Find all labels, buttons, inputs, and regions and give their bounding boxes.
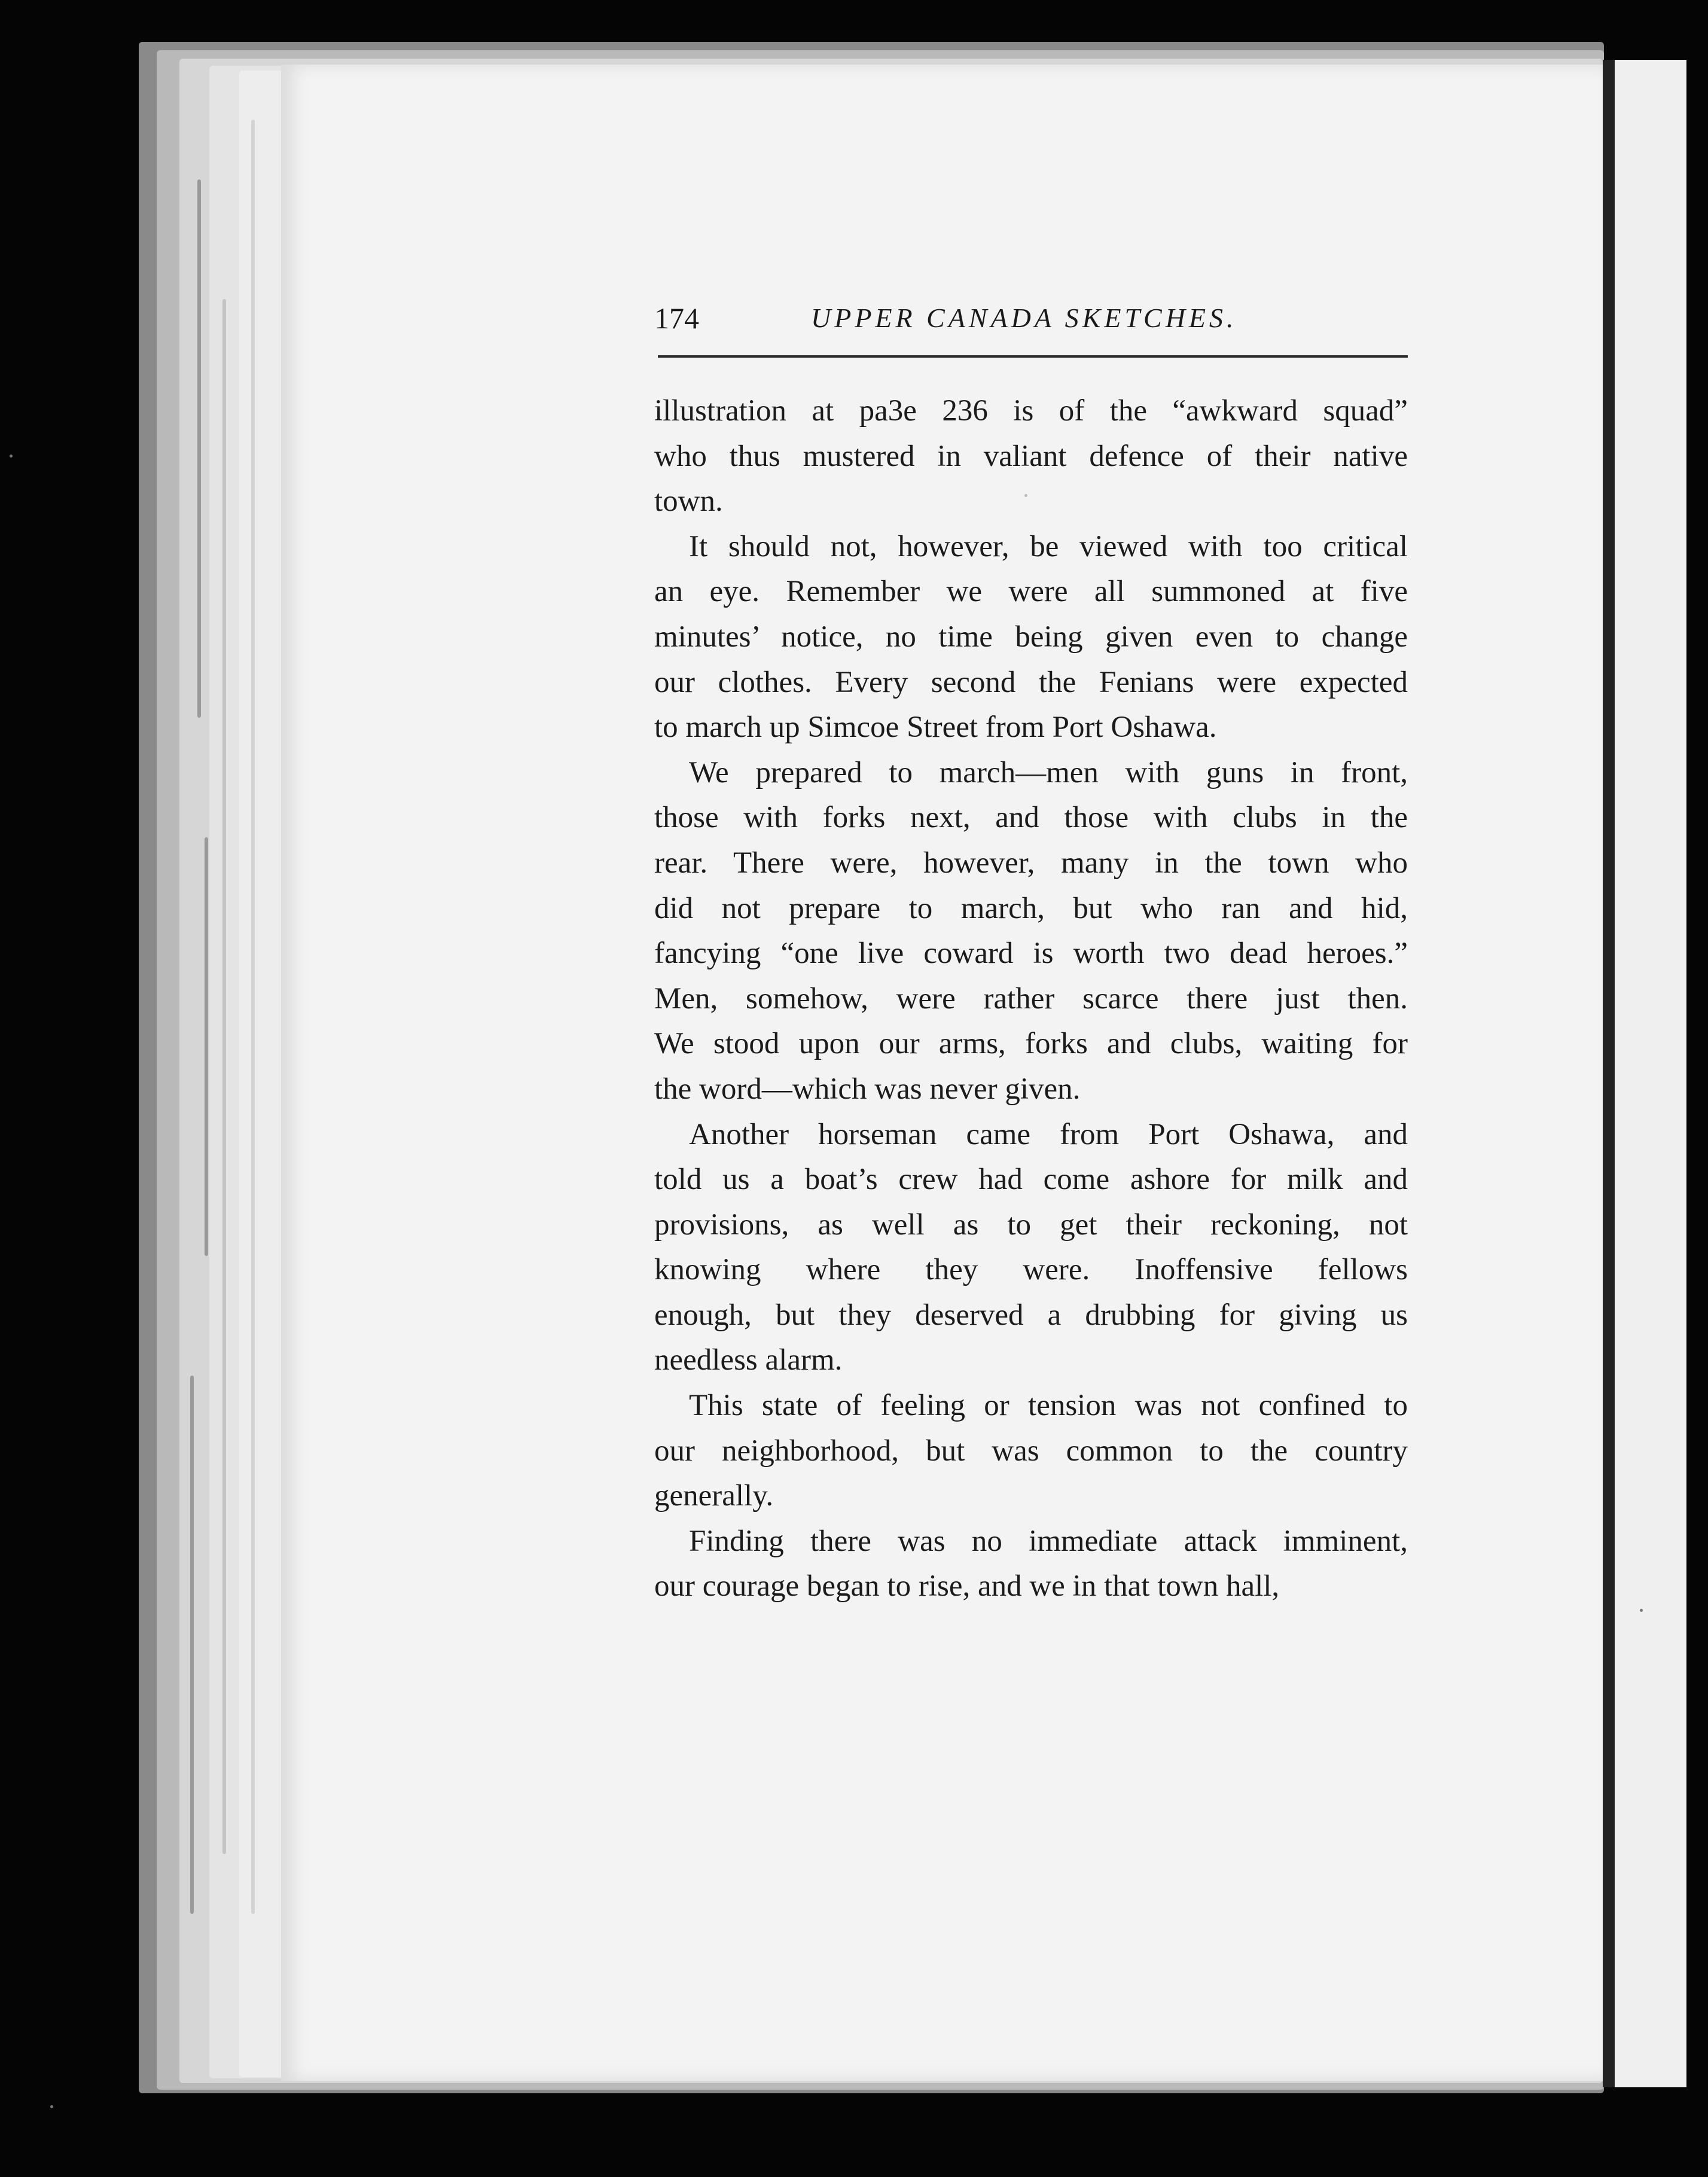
- text-line: those with forks next, and those with clubs in the: [654, 801, 1408, 835]
- text-line: did not prepare to march, but who ran and hid,: [654, 891, 1408, 925]
- text-line: illustration at pa3e 236 is of the “awkward squad”: [654, 394, 1408, 428]
- text-line: told us a boat’s crew had come ashore for milk and: [654, 1163, 1408, 1197]
- body-text: [654, 389, 1408, 1609]
- text-line: rear. There were, however, many in the town who: [654, 846, 1408, 880]
- text-line: who thus mustered in valiant defence of their native: [654, 439, 1408, 473]
- text-line: minutes’ notice, no time being given even to change: [654, 620, 1408, 654]
- paragraph: [654, 1383, 1408, 1519]
- scan-speck: [50, 2105, 53, 2108]
- paragraph: [654, 525, 1408, 751]
- header-rule: [658, 355, 1408, 358]
- text-line: Men, somehow, were rather scarce there just then.: [654, 981, 1408, 1016]
- paragraph: [654, 751, 1408, 1112]
- text-line: enough, but they deserved a drubbing for giving us: [654, 1298, 1408, 1332]
- text-line: Finding there was no immediate attack imminent,: [689, 1524, 1408, 1558]
- page-edge-shadow: [205, 837, 208, 1256]
- text-line: It should not, however, be viewed with too critical: [689, 529, 1408, 563]
- running-head: UPPER CANADA SKETCHES.: [811, 303, 1237, 333]
- text-line: fancying “one live coward is worth two dead heroes.”: [654, 937, 1408, 971]
- paragraph: [654, 1112, 1408, 1384]
- text-line: generally.: [654, 1479, 774, 1513]
- scan-speck: [1024, 494, 1027, 497]
- scan-speck: [1640, 1609, 1643, 1612]
- page-edge-shadow: [251, 120, 255, 1914]
- text-line: This state of feeling or tension was not confined to: [689, 1389, 1408, 1423]
- text-line: Another horseman came from Port Oshawa, and: [689, 1117, 1408, 1151]
- page-edge-shadow: [197, 179, 201, 718]
- text-line: an eye. Remember we were all summoned at five: [654, 575, 1408, 609]
- text-line: the word—which was never given.: [654, 1072, 1081, 1106]
- facing-page-edge: [1615, 60, 1686, 2087]
- text-line: provisions, as well as to get their reckoning, not: [654, 1208, 1408, 1242]
- page-edge-shadow: [222, 299, 226, 1854]
- page-header: [654, 299, 1408, 347]
- text-line: our neighborhood, but was common to the country: [654, 1434, 1408, 1468]
- text-line: We prepared to march—men with guns in front,: [689, 755, 1408, 789]
- page-edge-shadow: [190, 1376, 194, 1914]
- page-number: 174: [654, 301, 699, 335]
- text-line: needless alarm.: [654, 1343, 843, 1377]
- text-line: to march up Simcoe Street from Port Oshawa.: [654, 711, 1217, 745]
- text-line: town.: [654, 484, 723, 519]
- scan-speck: [10, 455, 13, 458]
- book-gutter: [1603, 60, 1615, 2087]
- paragraph: [654, 389, 1408, 525]
- paragraph: [654, 1519, 1408, 1609]
- text-line: knowing where they were. Inoffensive fellows: [654, 1253, 1408, 1287]
- text-line: our courage began to rise, and we in that town hall,: [654, 1569, 1280, 1603]
- text-line: our clothes. Every second the Fenians were expected: [654, 665, 1408, 699]
- text-line: We stood upon our arms, forks and clubs, waiting for: [654, 1027, 1408, 1061]
